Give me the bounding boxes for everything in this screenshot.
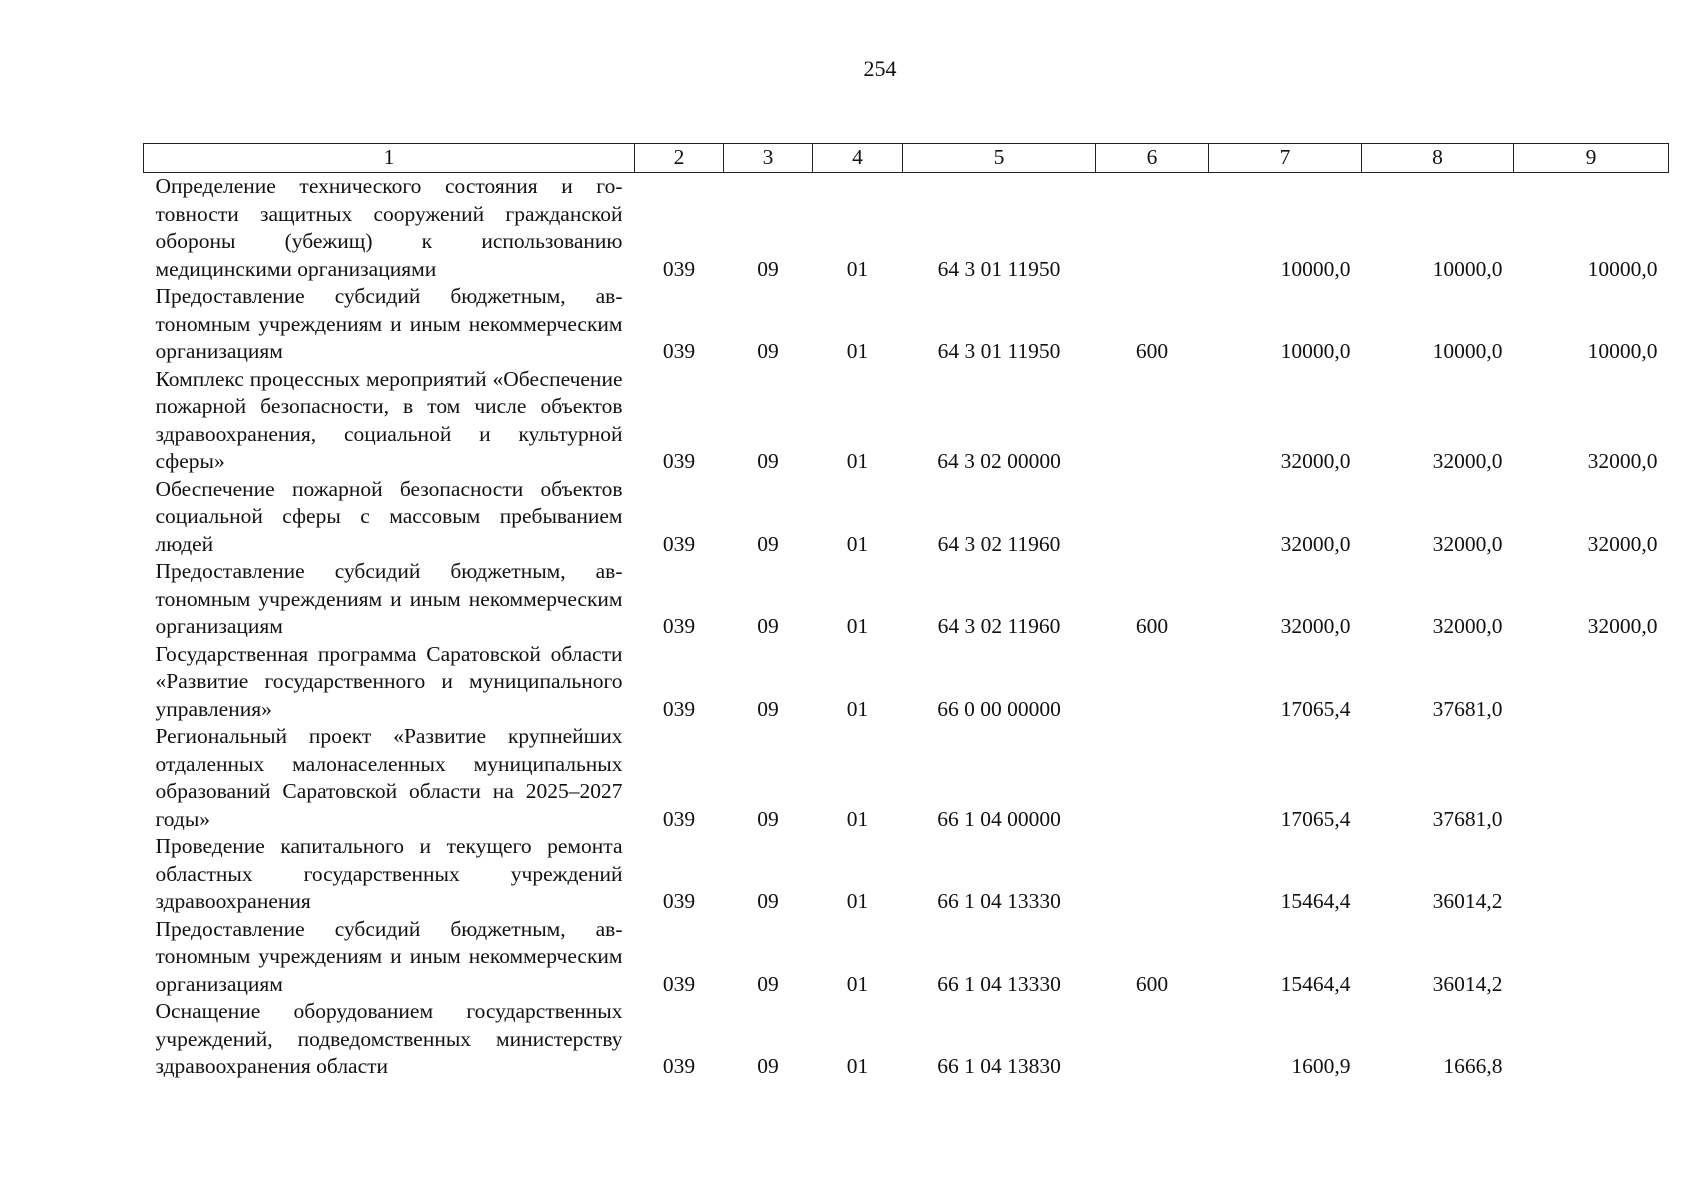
- table-row: [144, 366, 1669, 476]
- section-code: 09: [757, 614, 779, 638]
- amount-col9: [1514, 916, 1669, 999]
- amount-col7: 15464,4: [1280, 889, 1351, 913]
- amount-col9: 10000,0: [1587, 339, 1658, 363]
- expense-type-code: [1096, 833, 1209, 916]
- column-header: 6: [1096, 144, 1209, 173]
- subsection-code: 01: [846, 889, 869, 913]
- ministry-code: 039: [662, 696, 696, 721]
- amount-col9: [1514, 641, 1669, 724]
- column-number-row: [144, 144, 1669, 173]
- row-name: Региональный проект «Развитие крупнейших отдаленных малонаселенных муниципальных образований Саратовской области на 2025–2027 годы»: [155, 724, 623, 831]
- budget-table: [143, 143, 1669, 1081]
- ministry-code: 039: [662, 806, 696, 831]
- row-name: Определение технического состояния и готовности защитных сооружений гражданской обороны (убежищ) к использованию медицинскими организациями: [155, 174, 623, 281]
- amount-col7: 32000,0: [1280, 614, 1351, 638]
- table-row: [144, 998, 1669, 1081]
- expense-type-code: [1096, 641, 1209, 724]
- amount-col7: 10000,0: [1280, 339, 1351, 363]
- target-article-code: 66 1 04 00000: [937, 806, 1061, 831]
- subsection-code: 01: [846, 806, 869, 831]
- target-article-code: 64 3 01 11950: [937, 256, 1061, 281]
- section-code: 09: [757, 806, 779, 831]
- amount-col7: 17065,4: [1280, 806, 1351, 831]
- ministry-code: 039: [662, 971, 696, 996]
- target-article-code: 66 1 04 13830: [937, 1054, 1061, 1078]
- amount-col7: 32000,0: [1280, 531, 1351, 556]
- amount-col8: 36014,2: [1432, 971, 1503, 996]
- ministry-code: 039: [662, 614, 696, 638]
- amount-col8: 1666,8: [1443, 1054, 1503, 1078]
- subsection-code: 01: [846, 614, 869, 638]
- page-number: 254: [863, 56, 897, 81]
- table-row: [144, 558, 1669, 641]
- table-row: [144, 283, 1669, 366]
- table-body: [144, 173, 1669, 1081]
- subsection-code: 01: [846, 256, 869, 281]
- amount-col8: 32000,0: [1432, 449, 1503, 473]
- target-article-code: 64 3 02 11960: [937, 614, 1061, 638]
- column-header: 1: [144, 144, 635, 173]
- row-name: Проведение капитального и текущего ремонта областных государственных учреждений здравоохранения: [155, 834, 623, 913]
- ministry-code: 039: [662, 256, 696, 281]
- table-row: [144, 476, 1669, 559]
- target-article-code: 66 0 00 00000: [937, 696, 1061, 721]
- row-name: Государственная программа Саратовской области «Развитие государственного и муниципального управления»: [155, 641, 623, 721]
- ministry-code: 039: [662, 1054, 696, 1078]
- target-article-code: 66 1 04 13330: [937, 971, 1061, 996]
- table-row: [144, 173, 1669, 284]
- subsection-code: 01: [846, 339, 869, 363]
- amount-col9: [1514, 723, 1669, 833]
- amount-col9: [1514, 998, 1669, 1081]
- amount-col9: [1514, 833, 1669, 916]
- row-name: Предоставление субсидий бюджетным, автономным учреждениям и иным некоммерческим организациям: [155, 559, 623, 638]
- column-header: 9: [1514, 144, 1669, 173]
- row-name: Предоставление субсидий бюджетным, автономным учреждениям и иным некоммерческим организациям: [155, 916, 623, 996]
- table-row: [144, 723, 1669, 833]
- expense-type-code: [1096, 723, 1209, 833]
- table-row: [144, 641, 1669, 724]
- section-code: 09: [757, 889, 779, 913]
- ministry-code: 039: [662, 339, 696, 363]
- amount-col9: 32000,0: [1587, 531, 1658, 556]
- subsection-code: 01: [846, 696, 869, 721]
- row-name: Оснащение оборудованием государственных учреждений, подведомственных министерству здравоохранения области: [155, 999, 623, 1078]
- section-code: 09: [757, 1054, 779, 1078]
- section-code: 09: [757, 256, 779, 281]
- row-name: Предоставление субсидий бюджетным, автономным учреждениям и иным некоммерческим организациям: [155, 284, 623, 363]
- expense-type-code: 600: [1135, 339, 1169, 363]
- amount-col8: 36014,2: [1432, 889, 1503, 913]
- table-row: [144, 833, 1669, 916]
- amount-col8: 10000,0: [1432, 256, 1503, 281]
- target-article-code: 64 3 02 00000: [937, 449, 1061, 473]
- column-header: 4: [813, 144, 903, 173]
- column-header: 5: [903, 144, 1096, 173]
- ministry-code: 039: [662, 531, 696, 556]
- table-header: [144, 144, 1669, 173]
- target-article-code: 64 3 02 11960: [937, 531, 1061, 556]
- section-code: 09: [757, 696, 779, 721]
- amount-col7: 15464,4: [1280, 971, 1351, 996]
- amount-col7: 32000,0: [1280, 449, 1351, 473]
- column-header: 2: [635, 144, 724, 173]
- expense-type-code: [1096, 476, 1209, 559]
- ministry-code: 039: [662, 449, 696, 473]
- ministry-code: 039: [662, 889, 696, 913]
- row-name: Обеспечение пожарной безопасности объектов социальной сферы с массовым пребыванием людей: [155, 476, 623, 556]
- amount-col9: 32000,0: [1587, 614, 1658, 638]
- amount-col7: 1600,9: [1291, 1054, 1351, 1078]
- expense-type-code: [1096, 998, 1209, 1081]
- row-name: Комплекс процессных мероприятий «Обеспечение пожарной безопасности, в том числе объектов здравоохранения, социальной и культурной сферы»: [155, 366, 623, 473]
- amount-col9: 10000,0: [1587, 256, 1658, 281]
- section-code: 09: [757, 531, 779, 556]
- amount-col8: 10000,0: [1432, 339, 1503, 363]
- column-header: 7: [1209, 144, 1362, 173]
- expense-type-code: [1096, 173, 1209, 284]
- section-code: 09: [757, 971, 779, 996]
- section-code: 09: [757, 449, 779, 473]
- column-header: 8: [1362, 144, 1514, 173]
- expense-type-code: 600: [1135, 614, 1169, 638]
- expense-type-code: 600: [1135, 971, 1169, 996]
- amount-col7: 10000,0: [1280, 256, 1351, 281]
- amount-col7: 17065,4: [1280, 696, 1351, 721]
- section-code: 09: [757, 339, 779, 363]
- column-header: 3: [724, 144, 813, 173]
- subsection-code: 01: [846, 971, 869, 996]
- amount-col9: 32000,0: [1587, 449, 1658, 473]
- target-article-code: 66 1 04 13330: [937, 889, 1061, 913]
- expense-type-code: [1096, 366, 1209, 476]
- target-article-code: 64 3 01 11950: [937, 339, 1061, 363]
- amount-col8: 37681,0: [1432, 806, 1503, 831]
- table-row: [144, 916, 1669, 999]
- subsection-code: 01: [846, 449, 869, 473]
- subsection-code: 01: [846, 531, 869, 556]
- amount-col8: 37681,0: [1432, 696, 1503, 721]
- subsection-code: 01: [846, 1054, 869, 1078]
- amount-col8: 32000,0: [1432, 614, 1503, 638]
- amount-col8: 32000,0: [1432, 531, 1503, 556]
